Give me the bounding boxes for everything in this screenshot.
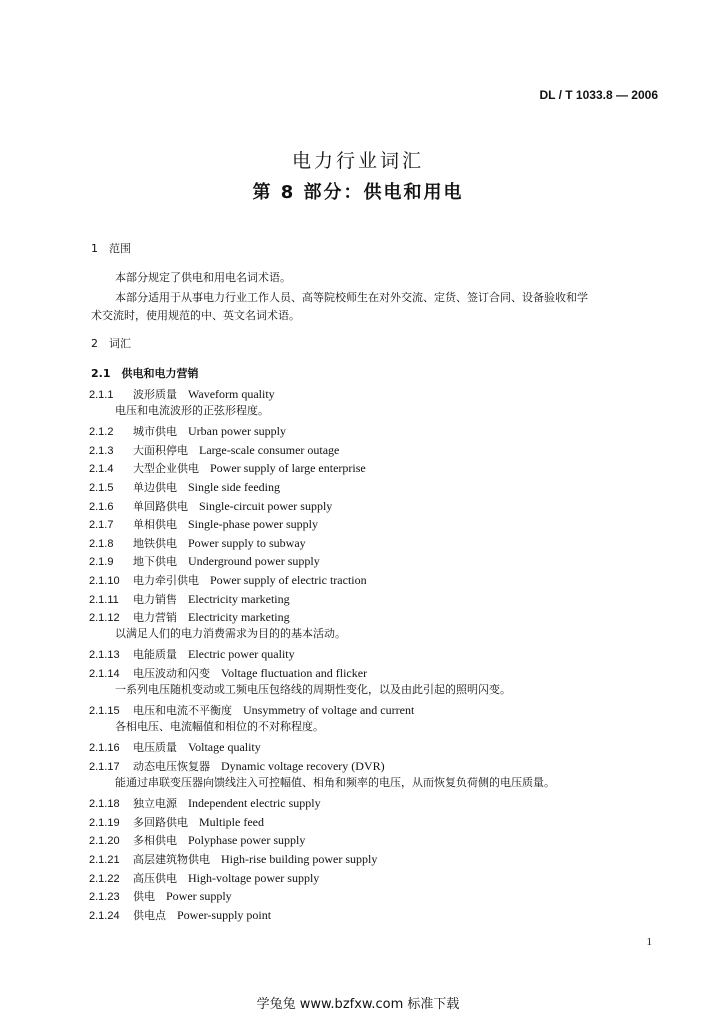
page-number: 1 [646,936,652,948]
term-row [89,736,261,755]
term-number: 2.1.17 [89,761,120,773]
term-row [89,588,290,607]
term-english: Power supply [166,889,232,904]
term-chinese: 独立电源 [133,797,177,811]
term-row [89,439,339,458]
term-definition: 能通过串联变压器向馈线注入可控幅值、相角和频率的电压，从而恢复负荷侧的电压质量。 [115,775,555,789]
term-number: 2.1.22 [89,872,120,885]
term-number: 2.1.24 [89,909,120,922]
term-row [89,513,318,532]
term-english: Single-phase power supply [188,517,318,532]
term-row [89,495,332,514]
term-english: Single-circuit power supply [199,498,333,513]
term-row [89,792,321,811]
term-english: Power-supply point [177,907,272,922]
term-english: Electric power quality [188,647,295,662]
term-chinese: 高层建筑物供电 [133,853,210,866]
term-english: Underground power supply [188,554,320,569]
term-row [89,457,366,476]
term-english: Electricity marketing [188,591,290,606]
term-chinese: 动态电压恢复器 [133,760,210,773]
term-english: Voltage fluctuation and flicker [221,666,368,680]
term-chinese: 地下供电 [133,555,177,569]
term-row [89,532,306,551]
term-chinese: 供电点 [133,908,166,922]
term-definition: 电压和电流波形的正弦形程度。 [115,403,269,417]
term-english: Dynamic voltage recovery (DVR) [221,759,385,773]
term-number: 2.1.15 [89,705,120,718]
term-number: 2.1.8 [89,537,114,550]
term-chinese: 电压质量 [133,741,177,755]
scope-paragraph-2-line-1: 本部分适用于从事电力行业工作人员、高等院校师生在对外交流、定货、签订合同、设备验收和学 [115,291,588,304]
term-row [89,476,280,495]
term-chinese: 电力营销 [133,611,177,625]
term-english: Power supply to subway [188,535,306,550]
term-chinese: 电压和电流不平衡度 [133,704,232,718]
term-row [89,662,367,681]
term-number: 2.1.3 [89,444,114,457]
term-row [89,643,295,662]
term-number: 2.1.13 [89,649,120,662]
document-title: 电力行业词汇 [291,150,424,172]
term-number: 2.1.21 [89,854,120,866]
term-chinese: 供电 [133,890,155,904]
term-chinese: 多相供电 [133,834,177,848]
term-english: High-voltage power supply [188,870,320,885]
term-row [89,848,377,867]
term-chinese: 单回路供电 [133,499,188,513]
term-definition: 各相电压、电流幅值和相位的不对称程度。 [115,719,324,733]
term-chinese: 多回路供电 [133,815,188,829]
term-number: 2.1.23 [89,891,120,904]
term-row [89,550,320,569]
term-row [89,867,319,886]
term-number: 2.1.11 [89,593,119,606]
term-chinese: 地铁供电 [133,536,177,550]
term-definition: 以满足人们的电力消费需求为目的的基本活动。 [115,626,346,640]
term-english: Urban power supply [188,424,286,439]
term-chinese: 电力牵引供电 [133,574,199,587]
footer-watermark: 学兔兔 www.bzfxw.com 标准下载 [256,997,460,1012]
term-number: 2.1.20 [89,835,120,848]
term-row [89,904,271,923]
term-chinese: 单边供电 [133,481,177,494]
term-row [89,383,275,402]
section-heading-scope: 1 范围 [91,242,131,255]
term-chinese: 高压供电 [133,871,177,885]
section-heading-vocabulary: 2 词汇 [91,337,131,350]
term-chinese: 电能质量 [133,648,177,662]
term-row [89,811,264,830]
term-number: 2.1.19 [89,816,120,829]
term-row [89,885,232,904]
term-row [89,829,305,848]
term-english: Multiple feed [199,814,264,829]
scope-paragraph-1: 本部分规定了供电和用电名词术语。 [115,271,291,284]
term-number: 2.1.7 [89,519,114,532]
term-chinese: 电力销售 [133,592,177,606]
term-number: 2.1.9 [89,556,114,569]
term-english: Large-scale consumer outage [199,442,340,457]
term-definition: 一系列电压随机变动或工频电压包络线的周期性变化，以及由此引起的照明闪变。 [115,682,511,696]
term-english: Power supply of electric traction [210,573,367,587]
term-english: Voltage quality [188,740,261,755]
term-number: 2.1.12 [89,612,120,625]
term-number: 2.1.1 [89,389,114,401]
term-number: 2.1.10 [89,575,120,587]
term-english: Power supply of large enterprise [210,461,366,476]
term-number: 2.1.14 [89,668,120,680]
term-row [89,420,286,439]
term-row [89,699,414,718]
term-row [89,755,385,774]
term-chinese: 大面积停电 [133,443,188,457]
document-subtitle: 第 8 部分：供电和用电 [252,182,464,203]
term-english: Single side feeding [188,480,280,494]
term-english: High-rise building power supply [221,852,378,866]
standard-number: DL / T 1033.8 — 2006 [539,88,658,102]
term-chinese: 单相供电 [133,518,177,532]
scope-paragraph-2-line-2: 术交流时，使用规范的中、英文名词术语。 [91,309,300,322]
term-number: 2.1.18 [89,798,120,811]
term-english: Electricity marketing [188,610,290,625]
term-chinese: 电压波动和闪变 [133,667,210,680]
term-row [89,606,290,625]
subsection-heading: 2.1 供电和电力营销 [91,367,199,380]
term-number: 2.1.4 [89,463,114,476]
term-number: 2.1.6 [89,500,114,513]
term-english: Independent electric supply [188,796,321,811]
term-english: Waveform quality [188,387,275,401]
term-number: 2.1.2 [89,426,114,439]
term-chinese: 波形质量 [133,388,177,401]
term-row [89,569,367,588]
term-chinese: 城市供电 [133,425,177,439]
term-number: 2.1.5 [89,482,114,494]
term-number: 2.1.16 [89,742,120,755]
term-chinese: 大型企业供电 [133,462,199,476]
term-english: Unsymmetry of voltage and current [243,703,415,718]
term-english: Polyphase power supply [188,833,306,848]
